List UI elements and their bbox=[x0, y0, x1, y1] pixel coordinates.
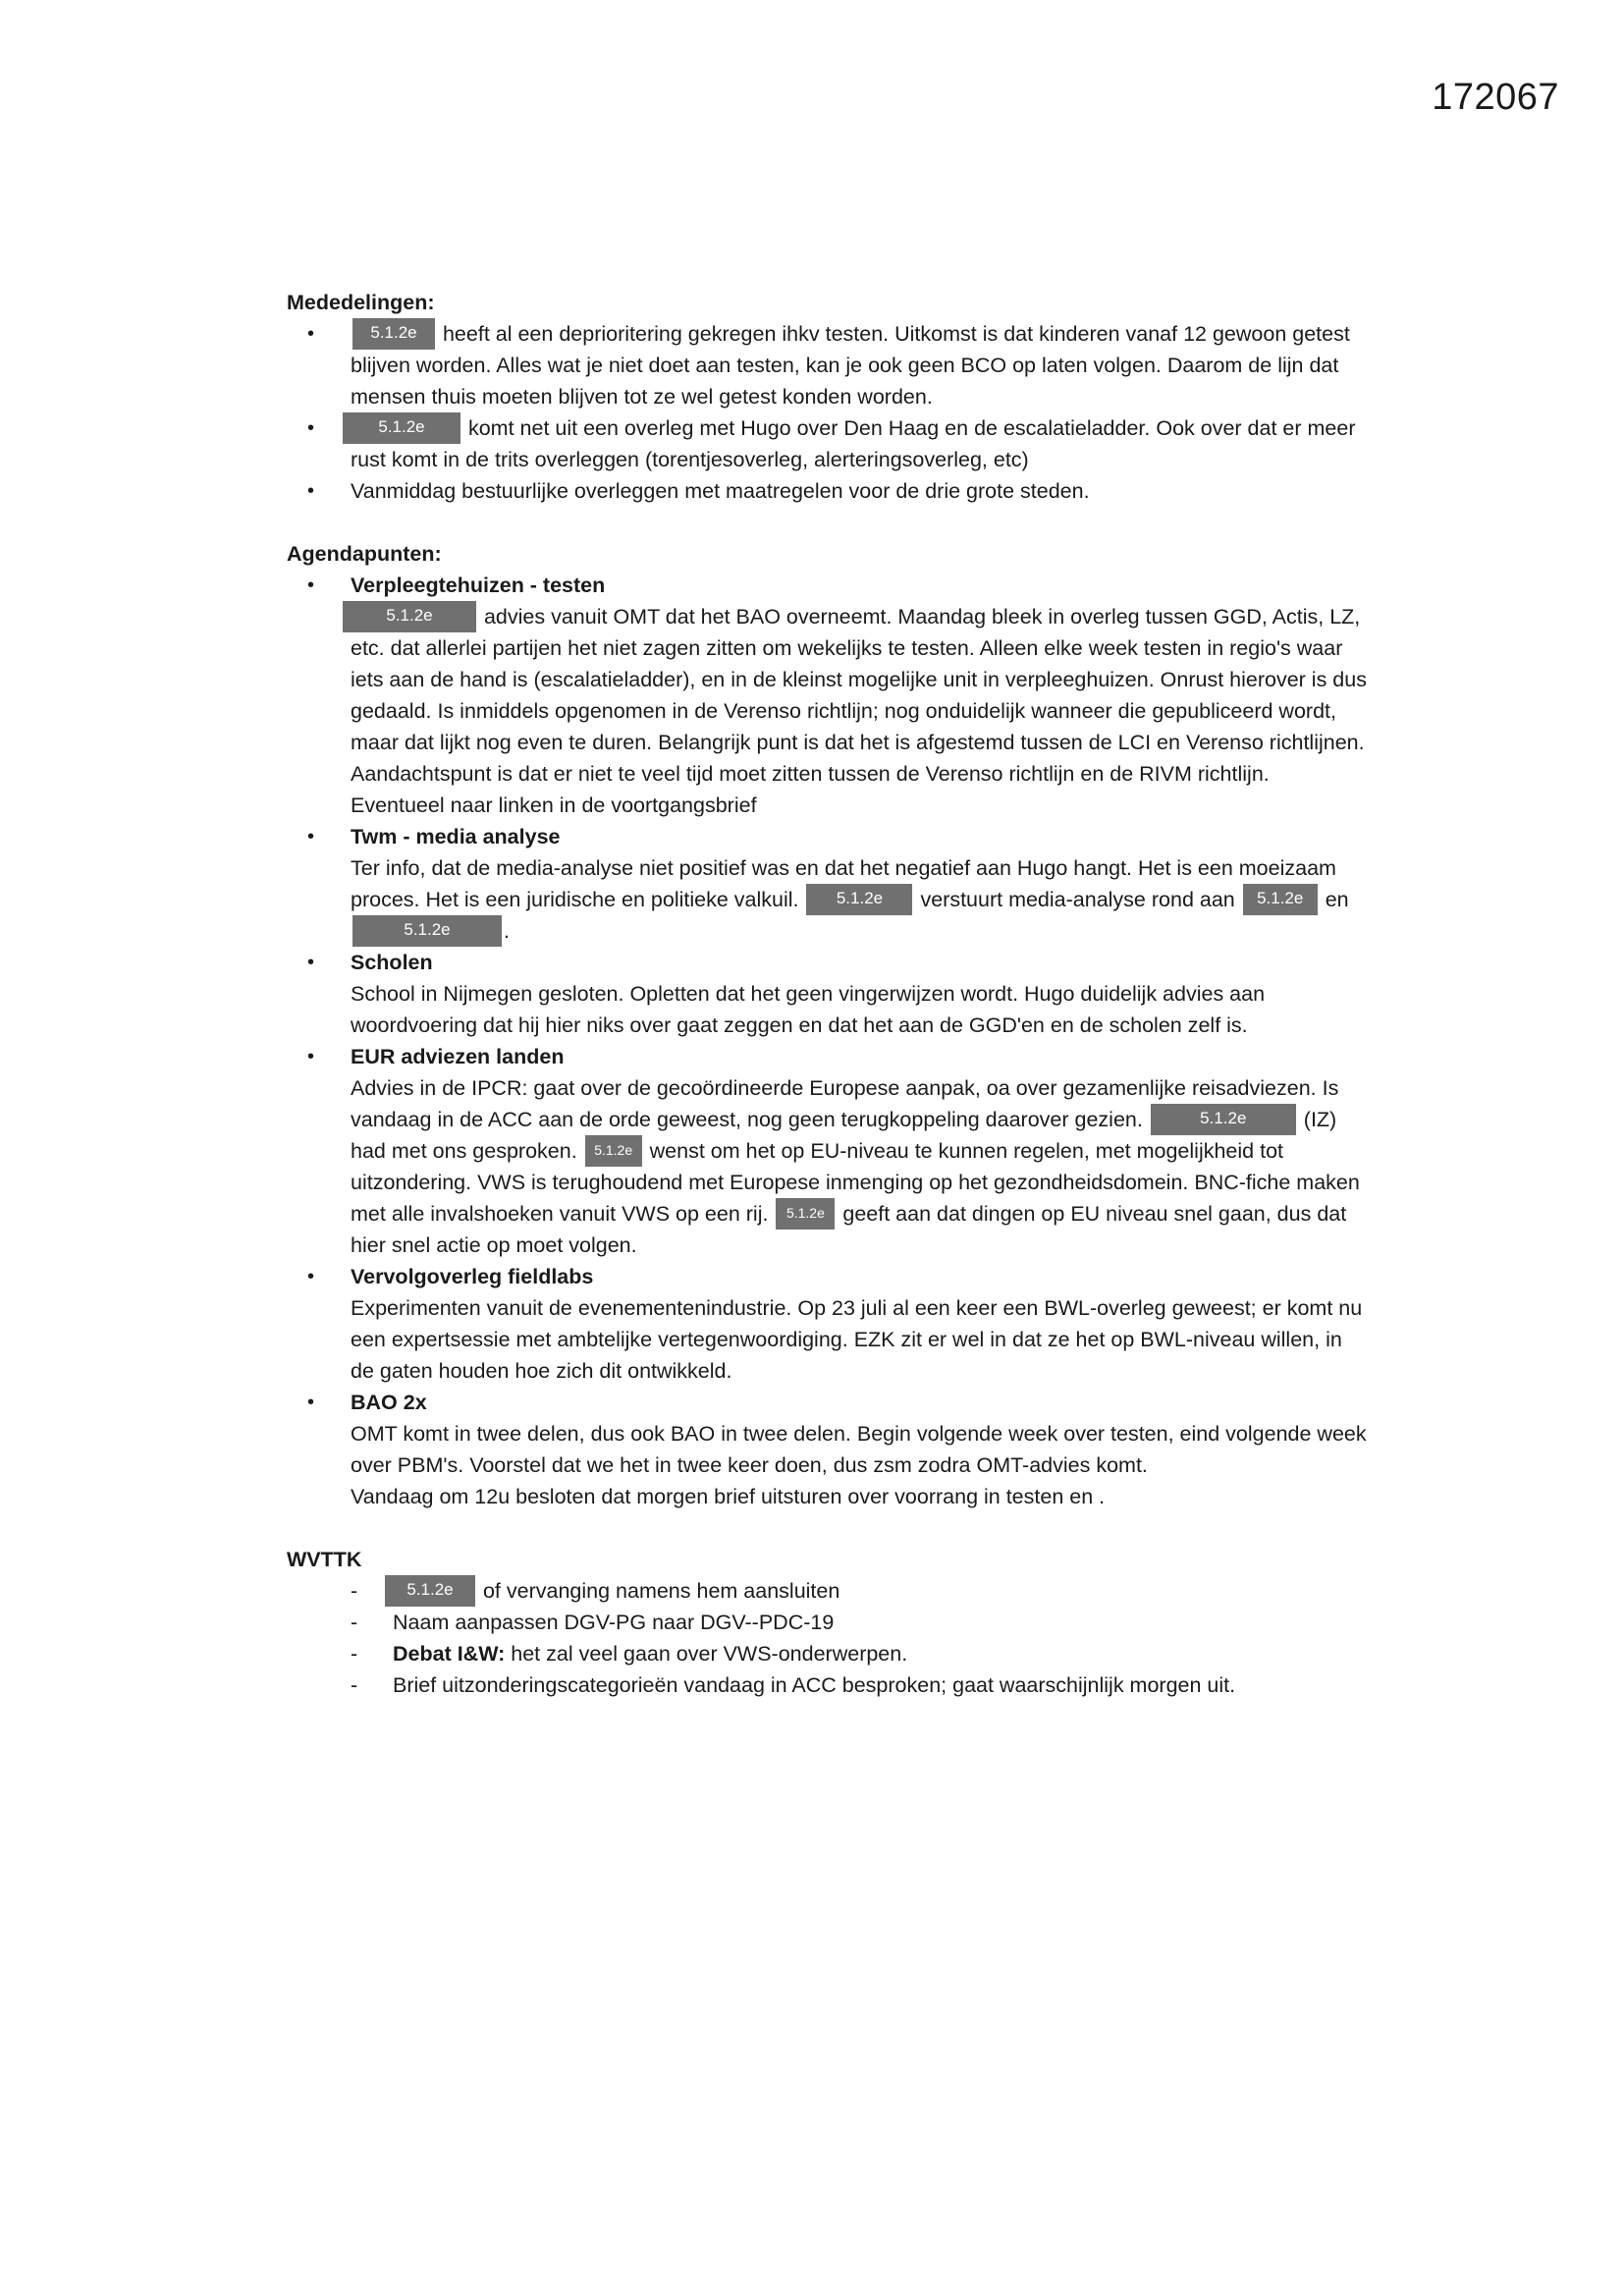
agenda-item-title: • BAO 2x bbox=[351, 1391, 427, 1414]
redaction-box: 5.1.2e bbox=[343, 412, 460, 444]
redaction-box: 5.1.2e bbox=[1243, 884, 1318, 915]
mededelingen-list bbox=[287, 318, 1367, 507]
list-item: • 5.1.2e heeft al een deprioritering gekregen ihkv testen. Uitkomst is dat kinderen vanaf 12 gewoon getest blijven worden. Alles wat je niet doet aan testen, kan je ook geen BCO op laten volgen. Daarom de lijn dat mensen thuis moeten blijven tot ze wel getest konden worden. bbox=[287, 318, 1367, 412]
list-item: • Scholen School in Nijmegen gesloten. Opletten dat het geen vingerwijzen wordt. Hugo duidelijk advies aan woordvoering dat hij hier niks over gaat zeggen en dat het aan de GGD'en en de scholen zelf is. bbox=[287, 947, 1367, 1041]
list-item: • Vanmiddag bestuurlijke overleggen met maatregelen voor de drie grote steden. bbox=[287, 475, 1367, 507]
document-number: 172067 bbox=[1432, 77, 1559, 118]
redaction-box: 5.1.2e bbox=[776, 1198, 835, 1230]
redaction-box: 5.1.2e bbox=[806, 884, 912, 915]
list-item: - 5.1.2e of vervanging namens hem aansluiten bbox=[287, 1575, 1367, 1607]
agenda-item-title: • Vervolgoverleg fieldlabs bbox=[351, 1265, 594, 1288]
list-item: • 5.1.2e komt net uit een overleg met Hugo over Den Haag en de escalatieladder. Ook over dat er meer rust komt in de trits overleggen (torentjesoverleg, alerteringsoverleg, etc) bbox=[287, 412, 1367, 475]
redaction-box: 5.1.2e bbox=[352, 915, 502, 947]
redaction-box: 5.1.2e bbox=[1151, 1104, 1296, 1135]
list-item: - Brief uitzonderingscategorieën vandaag in ACC besproken; gaat waarschijnlijk morgen uit. bbox=[287, 1669, 1367, 1701]
list-item: • Vervolgoverleg fieldlabs Experimenten vanuit de evenementenindustrie. Op 23 juli al een keer een BWL-overleg geweest; er komt nu een expertsessie met ambtelijke vertegenwoordiging. EZK zit er wel in dat ze het op BWL-niveau willen, in de gaten houden hoe zich dit ontwikkeld. bbox=[287, 1261, 1367, 1387]
redaction-box: 5.1.2e bbox=[352, 318, 435, 350]
agenda-item-title: • Scholen bbox=[351, 951, 433, 974]
redaction-box: 5.1.2e bbox=[385, 1575, 475, 1607]
wvttk-title: WVTTK bbox=[287, 1548, 362, 1571]
list-item: • Verpleegtehuizen - testen 5.1.2e advies vanuit OMT dat het BAO overneemt. Maandag bleek in overleg tussen GGD, Actis, LZ, etc. dat allerlei partijen het niet zagen zitten om wekelijks te testen. Alleen elke week testen in regio's waar iets aan de hand is (escalatieladder), en in de kleinst mogelijke unit in verpleeghuizen. Onrust hierover is dus gedaald. Is inmiddels opgenomen in de Verenso richtlijn; nog onduidelijk wanneer die gepubliceerd wordt, maar dat lijkt nog even te duren. Belangrijk punt is dat het is afgestemd tussen de LCI en Verenso richtlijnen. Aandachtspunt is dat er niet te veel tijd moet zitten tussen de Verenso richtlijn en de RIVM richtlijn. Eventueel naar linken in de voortgangsbrief bbox=[287, 570, 1367, 821]
agendapunten-list bbox=[287, 570, 1367, 1512]
list-item: • EUR adviezen landen Advies in de IPCR: gaat over de gecoördineerde Europese aanpak, oa over gezamenlijke reisadviezen. Is vandaag in de ACC aan de orde geweest, nog geen terugkoppeling daarover gezien. 5.1.2e (IZ) had met ons gesproken. 5.1.2e wenst om het op EU-niveau te kunnen regelen, met mogelijkheid tot uitzondering. VWS is terughoudend met Europese inmenging op het gezondheidsdomein. BNC-fiche maken met alle invalshoeken vanuit VWS op een rij. 5.1.2e geeft aan dat dingen op EU niveau snel gaan, dus dat hier snel actie op moet volgen. bbox=[287, 1041, 1367, 1261]
redaction-box: 5.1.2e bbox=[585, 1135, 642, 1167]
agendapunten-title: Agendapunten: bbox=[287, 542, 442, 566]
document-body bbox=[287, 287, 1367, 1701]
agenda-item-title: • Verpleegtehuizen - testen bbox=[351, 574, 606, 597]
list-item: • Twm - media analyse Ter info, dat de media-analyse niet positief was en dat het negatief aan Hugo hangt. Het is een moeizaam proces. Het is een juridische en politieke valkuil. 5.1.2e verstuurt media-analyse rond aan 5.1.2e en 5.1.2e . bbox=[287, 821, 1367, 947]
agenda-item-title: • Twm - media analyse bbox=[351, 825, 561, 848]
list-item: - Debat I&W: het zal veel gaan over VWS-onderwerpen. bbox=[287, 1638, 1367, 1669]
wvttk-list bbox=[287, 1575, 1367, 1701]
mededelingen-title: Mededelingen: bbox=[287, 291, 435, 314]
agenda-item-title: • EUR adviezen landen bbox=[351, 1045, 565, 1068]
redaction-box: 5.1.2e bbox=[343, 601, 476, 632]
list-item: • BAO 2x OMT komt in twee delen, dus ook BAO in twee delen. Begin volgende week over testen, eind volgende week over PBM's. Voorstel dat we het in twee keer doen, dus zsm zodra OMT-advies komt. Vandaag om 12u besloten dat morgen brief uitsturen over voorrang in testen en . bbox=[287, 1387, 1367, 1512]
list-item: - Naam aanpassen DGV-PG naar DGV--PDC-19 bbox=[287, 1607, 1367, 1638]
